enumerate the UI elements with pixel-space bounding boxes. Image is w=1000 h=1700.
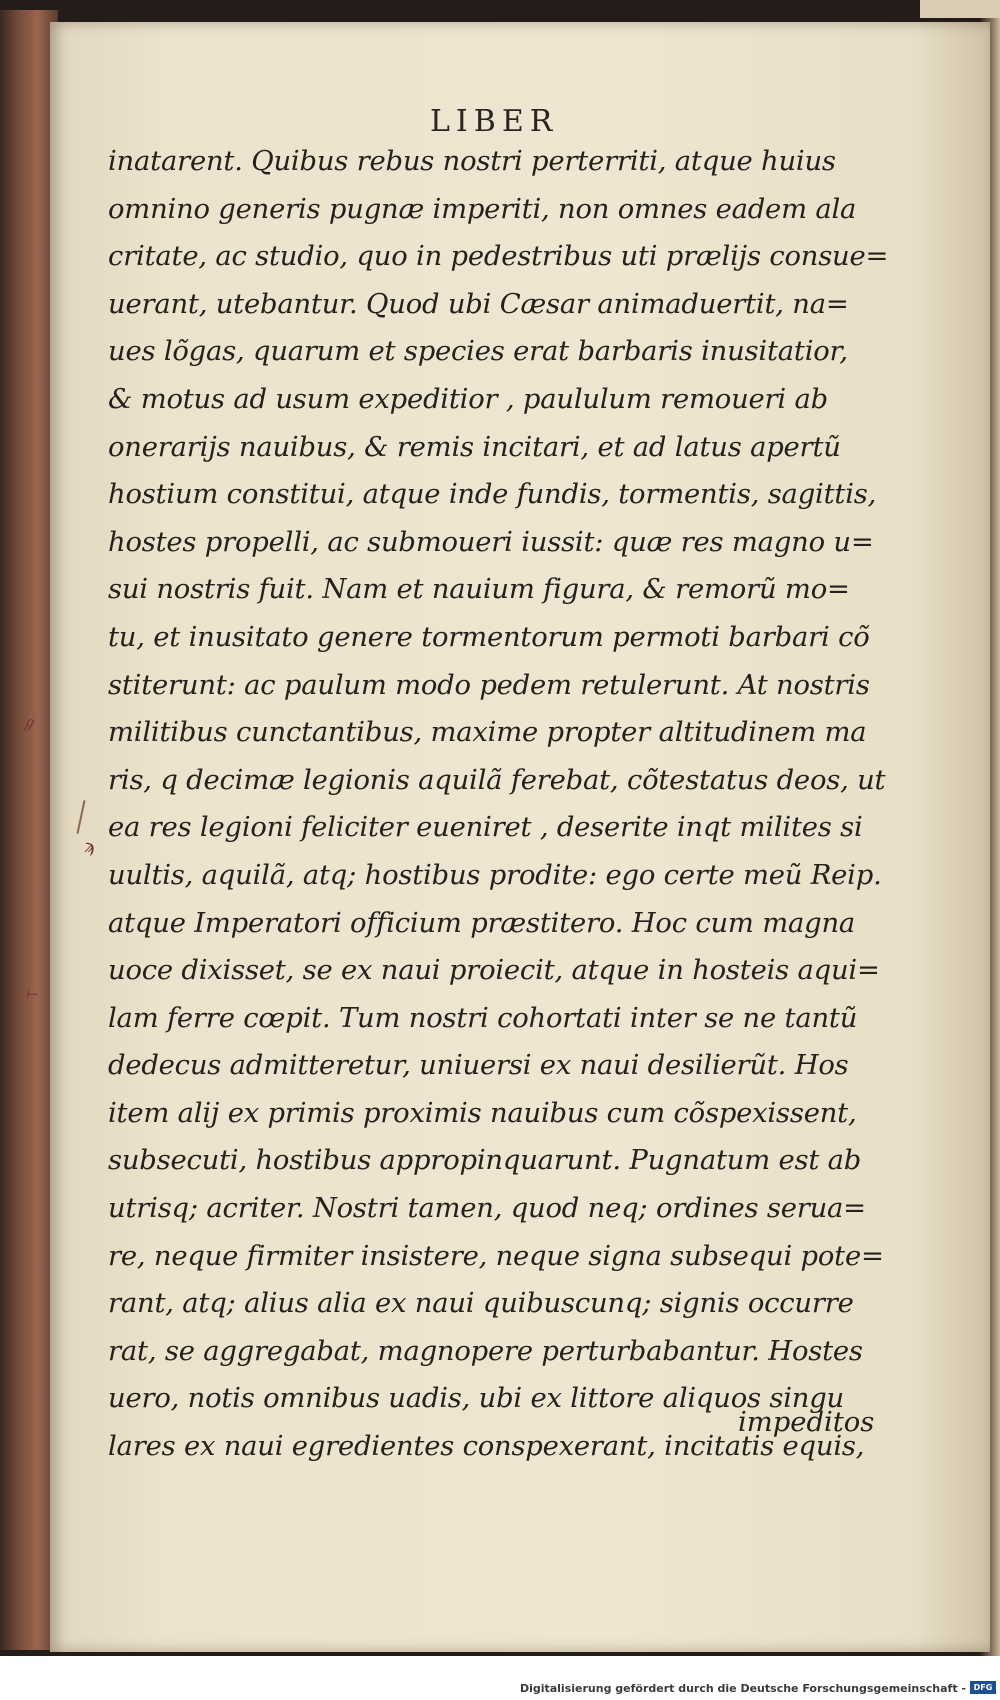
book-edge-top [920, 0, 1000, 18]
text-line: stiterunt: ac paulum modo pedem retulerunt. At nostris [108, 669, 870, 701]
text-line: lares ex naui egredientes conspexerant, incitatis equis, [108, 1431, 865, 1463]
digitization-credit: Digitalisierung gefördert durch die Deutsche Forschungsgemeinschaft - [519, 1682, 966, 1695]
text-line: subsecuti, hostibus appropinquarunt. Pugnatum est ab [108, 1145, 862, 1177]
text-line: onerarijs nauibus, & remis incitari, et ad latus apertũ [108, 431, 841, 463]
text-line: ues lõgas, quarum et species erat barbaris inusitatior, [108, 336, 848, 368]
text-line: atque Imperatori officium præstitero. Hoc cum magna [108, 907, 856, 939]
text-line: & motus ad usum expeditior , paululum remoueri ab [108, 383, 828, 415]
text-line: militibus cunctantibus, maxime propter altitudinem ma [108, 717, 867, 749]
text-line: sui nostris fuit. Nam et nauium figura, & remorũ mo= [108, 574, 850, 606]
text-line: item alij ex primis proximis nauibus cum cõspexissent, [108, 1097, 857, 1129]
text-line: ris, q decimæ legionis aquilã ferebat, cõtestatus deos, ut [108, 764, 886, 796]
text-line: uultis, aquilã, atq; hostibus prodite: ego certe meũ Reip. [108, 859, 882, 891]
marginal-annotation-mark: ϡ [84, 836, 95, 857]
text-line: inatarent. Quibus rebus nostri perterriti, atque huius [108, 146, 836, 177]
text-line: critate, ac studio, quo in pedestribus uti prælijs consue= [108, 241, 889, 273]
text-line: hostes propelli, ac submoueri iussit: quæ res magno u= [108, 526, 874, 558]
text-line: utrisq; acriter. Nostri tamen, quod neq; ordines serua= [108, 1193, 866, 1225]
text-line: ea res legioni feliciter eueniret , deserite inqt milites si [108, 812, 863, 844]
text-line: hostium constitui, atque inde fundis, tormentis, sagittis, [108, 479, 877, 511]
running-header: LIBER [430, 104, 559, 139]
text-line: lam ferre cœpit. Tum nostri cohortati inter se ne tantũ [108, 1002, 858, 1034]
text-line: re, neque firmiter insistere, neque signa subsequi pote= [108, 1240, 884, 1272]
text-line: omnino generis pugnæ imperiti, non omnes eadem ala [108, 193, 857, 225]
text-line: tu, et inusitato genere tormentorum permoti barbari cõ [108, 621, 870, 653]
marginal-annotation-mark: ℊ [22, 715, 36, 731]
text-line: dedecus admitteretur, uniuersi ex naui desilierũt. Hos [108, 1050, 849, 1082]
dfg-logo: DFG [970, 1681, 996, 1694]
text-line: uoce dixisset, se ex naui proiecit, atque in hosteis aqui= [108, 955, 880, 987]
body-text [108, 138, 889, 1471]
marginal-annotation-mark: ⟝ [26, 986, 38, 1002]
catchword: impeditos [738, 1407, 875, 1438]
text-line: uerant, utebantur. Quod ubi Cæsar animaduertit, na= [108, 288, 849, 320]
text-line: rant, atq; alius alia ex naui quibuscunq; signis occurre [108, 1288, 854, 1320]
text-line: uero, notis omnibus uadis, ubi ex littore aliquos singu [108, 1383, 844, 1415]
text-line: rat, se aggregabat, magnopere perturbabantur. Hostes [108, 1335, 863, 1367]
